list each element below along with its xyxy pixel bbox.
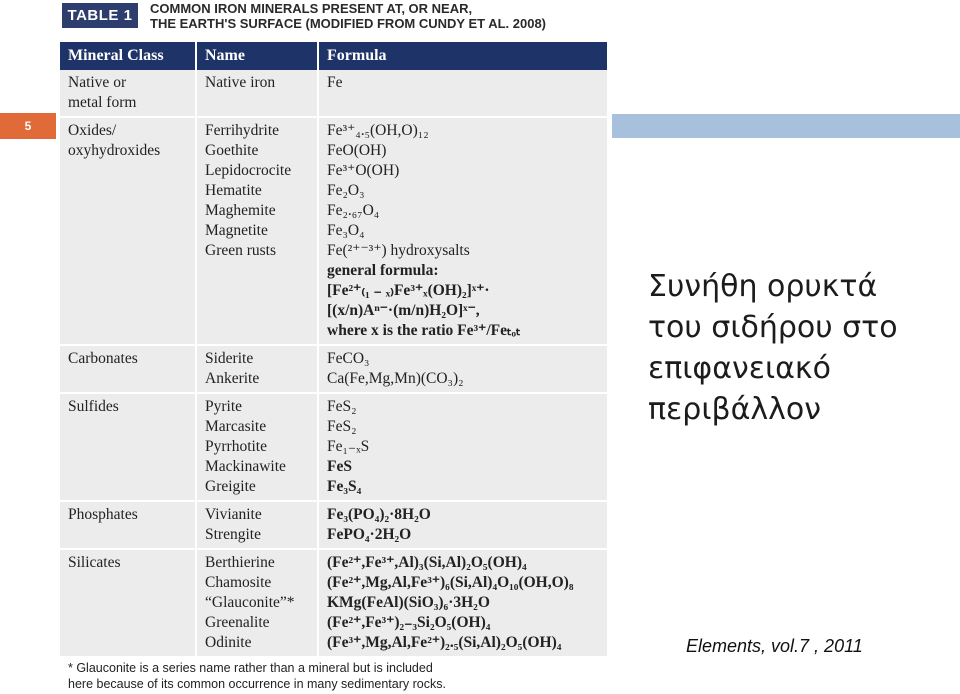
cell-formula-line: Fe³⁺₄.₅(OH,O)₁₂ xyxy=(327,122,429,139)
slide-title-line: Συνήθη ορυκτά xyxy=(648,269,878,304)
cell-mineral-name-line: Ankerite xyxy=(205,370,260,387)
cell-formula xyxy=(318,117,608,345)
cell-formula-line: (Fe²⁺,Mg,Al,Fe³⁺)₆(Si,Al)₄O₁₀(OH,O)₈ xyxy=(327,574,574,591)
slide-title-line: περιβάλλον xyxy=(648,392,822,427)
table-header xyxy=(60,0,608,40)
cell-formula-line: [Fe²⁺₍₁ ₋ ₓ₎Fe³⁺ₓ(OH)₂]ˣ⁺· xyxy=(327,282,490,299)
cell-mineral-name-line: Greigite xyxy=(205,478,256,495)
cell-mineral-name-line: Vivianite xyxy=(205,506,262,523)
cell-mineral-class xyxy=(60,117,196,345)
table-body xyxy=(60,70,608,657)
table-tag: TABLE 1 xyxy=(62,3,138,28)
cell-formula-line: Fe(²⁺⁻³⁺) hydroxysalts xyxy=(327,242,470,259)
cell-formula-line: [(x/n)Aⁿ⁻·(m/n)H₂O]ˣ⁻, xyxy=(327,302,480,319)
table-row xyxy=(60,70,608,117)
table-header-row xyxy=(60,42,608,70)
cell-formula-line: FeS xyxy=(327,458,352,475)
slide-title xyxy=(648,266,948,430)
cell-formula-line: where x is the ratio Fe³⁺/Feₜₒₜ xyxy=(327,322,521,339)
cell-formula-line: Fe₃O₄ xyxy=(327,222,365,239)
slide-title-line: επιφανειακό xyxy=(648,351,831,386)
cell-formula xyxy=(318,501,608,549)
cell-mineral-name xyxy=(196,549,318,657)
cell-formula-line: FeS₂ xyxy=(327,418,357,435)
cell-mineral-name-line: Chamosite xyxy=(205,574,272,591)
column-header-class: Mineral Class xyxy=(60,42,196,70)
cell-formula-line: FeO(OH) xyxy=(327,142,387,159)
cell-mineral-name xyxy=(196,345,318,393)
cell-mineral-name-line: Greenalite xyxy=(205,614,270,631)
cell-mineral-name-line: Native iron xyxy=(205,74,276,91)
citation: Elements, vol.7 , 2011 xyxy=(686,636,863,656)
cell-mineral-class-line: Sulfides xyxy=(68,398,119,415)
cell-mineral-class-line: Phosphates xyxy=(68,506,138,523)
footnote-line: * Glauconite is a series name rather than a mineral but is included xyxy=(68,661,433,675)
cell-mineral-class xyxy=(60,501,196,549)
cell-mineral-name-line: Magnetite xyxy=(205,222,268,239)
cell-mineral-class xyxy=(60,393,196,501)
decorative-bar xyxy=(612,114,960,138)
cell-formula-line: Fe₃S₄ xyxy=(327,478,362,495)
table-row xyxy=(60,345,608,393)
cell-mineral-name-line: Siderite xyxy=(205,350,254,367)
column-header-name: Name xyxy=(196,42,318,70)
cell-formula-line: general formula: xyxy=(327,262,439,279)
cell-mineral-name-line: Odinite xyxy=(205,634,252,651)
cell-mineral-class xyxy=(60,345,196,393)
cell-formula-line: (Fe²⁺,Fe³⁺)₂₋₃Si₂O₅(OH)₄ xyxy=(327,614,491,631)
cell-mineral-name xyxy=(196,117,318,345)
column-header-formula: Formula xyxy=(318,42,608,70)
slide-number: 5 xyxy=(0,113,56,139)
table-title-line: THE EARTH'S SURFACE (MODIFIED FROM CUNDY ET AL. 2008) xyxy=(150,16,547,31)
cell-formula-line: (Fe²⁺,Fe³⁺,Al)₃(Si,Al)₂O₅(OH)₄ xyxy=(327,554,527,571)
cell-mineral-name-line: Lepidocrocite xyxy=(205,162,292,179)
table-row xyxy=(60,117,608,345)
cell-mineral-class xyxy=(60,549,196,657)
cell-formula-line: Fe³⁺O(OH) xyxy=(327,162,400,179)
slide-title-line: του σιδήρου στο xyxy=(648,310,898,345)
cell-mineral-name-line: Maghemite xyxy=(205,202,276,219)
cell-mineral-name-line: Hematite xyxy=(205,182,262,199)
table-title-line: COMMON IRON MINERALS PRESENT AT, OR NEAR, xyxy=(150,1,473,16)
cell-formula-line: Fe₃(PO₄)₂·8H₂O xyxy=(327,506,431,523)
table-footnote xyxy=(68,660,588,692)
cell-formula-line: Fe xyxy=(327,74,343,91)
table-row xyxy=(60,549,608,657)
minerals-table xyxy=(60,42,609,658)
cell-mineral-class xyxy=(60,70,196,117)
cell-mineral-class-line: oxyhydroxides xyxy=(68,142,161,159)
cell-formula-line: KMg(FeAl)(SiO₃)₆·3H₂O xyxy=(327,594,490,611)
cell-formula-line: FeS₂ xyxy=(327,398,357,415)
cell-formula-line: FePO₄·2H₂O xyxy=(327,526,412,543)
cell-formula-line: Ca(Fe,Mg,Mn)(CO₃)₂ xyxy=(327,370,464,387)
footnote-line: here because of its common occurrence in many sedimentary rocks. xyxy=(68,677,446,691)
table-row xyxy=(60,393,608,501)
cell-mineral-class-line: Carbonates xyxy=(68,350,138,367)
cell-formula-line: Fe₂.₆₇O₄ xyxy=(327,202,380,219)
cell-mineral-name-line: Green rusts xyxy=(205,242,277,259)
cell-mineral-name-line: “Glauconite”* xyxy=(205,594,295,611)
cell-formula xyxy=(318,393,608,501)
cell-formula xyxy=(318,70,608,117)
mineral-table-figure xyxy=(60,0,608,694)
cell-mineral-name-line: Ferrihydrite xyxy=(205,122,280,139)
table-row xyxy=(60,501,608,549)
cell-formula xyxy=(318,345,608,393)
cell-mineral-class-line: Silicates xyxy=(68,554,121,571)
cell-mineral-class-line: metal form xyxy=(68,94,137,111)
table-title xyxy=(150,1,600,31)
cell-mineral-class-line: Native or xyxy=(68,74,127,91)
cell-mineral-name-line: Strengite xyxy=(205,526,261,543)
cell-mineral-class-line: Oxides/ xyxy=(68,122,117,139)
cell-formula-line: FeCO₃ xyxy=(327,350,370,367)
cell-mineral-name xyxy=(196,501,318,549)
cell-mineral-name xyxy=(196,70,318,117)
cell-mineral-name-line: Berthierine xyxy=(205,554,275,571)
cell-mineral-name-line: Pyrrhotite xyxy=(205,438,267,455)
cell-formula-line: Fe₂O₃ xyxy=(327,182,365,199)
cell-mineral-name-line: Goethite xyxy=(205,142,259,159)
cell-mineral-name xyxy=(196,393,318,501)
cell-mineral-name-line: Mackinawite xyxy=(205,458,286,475)
cell-formula-line: (Fe³⁺,Mg,Al,Fe²⁺)₂.₅(Si,Al)₂O₅(OH)₄ xyxy=(327,634,562,651)
cell-formula xyxy=(318,549,608,657)
cell-mineral-name-line: Marcasite xyxy=(205,418,267,435)
cell-formula-line: Fe₁₋ₓS xyxy=(327,438,370,455)
cell-mineral-name-line: Pyrite xyxy=(205,398,243,415)
